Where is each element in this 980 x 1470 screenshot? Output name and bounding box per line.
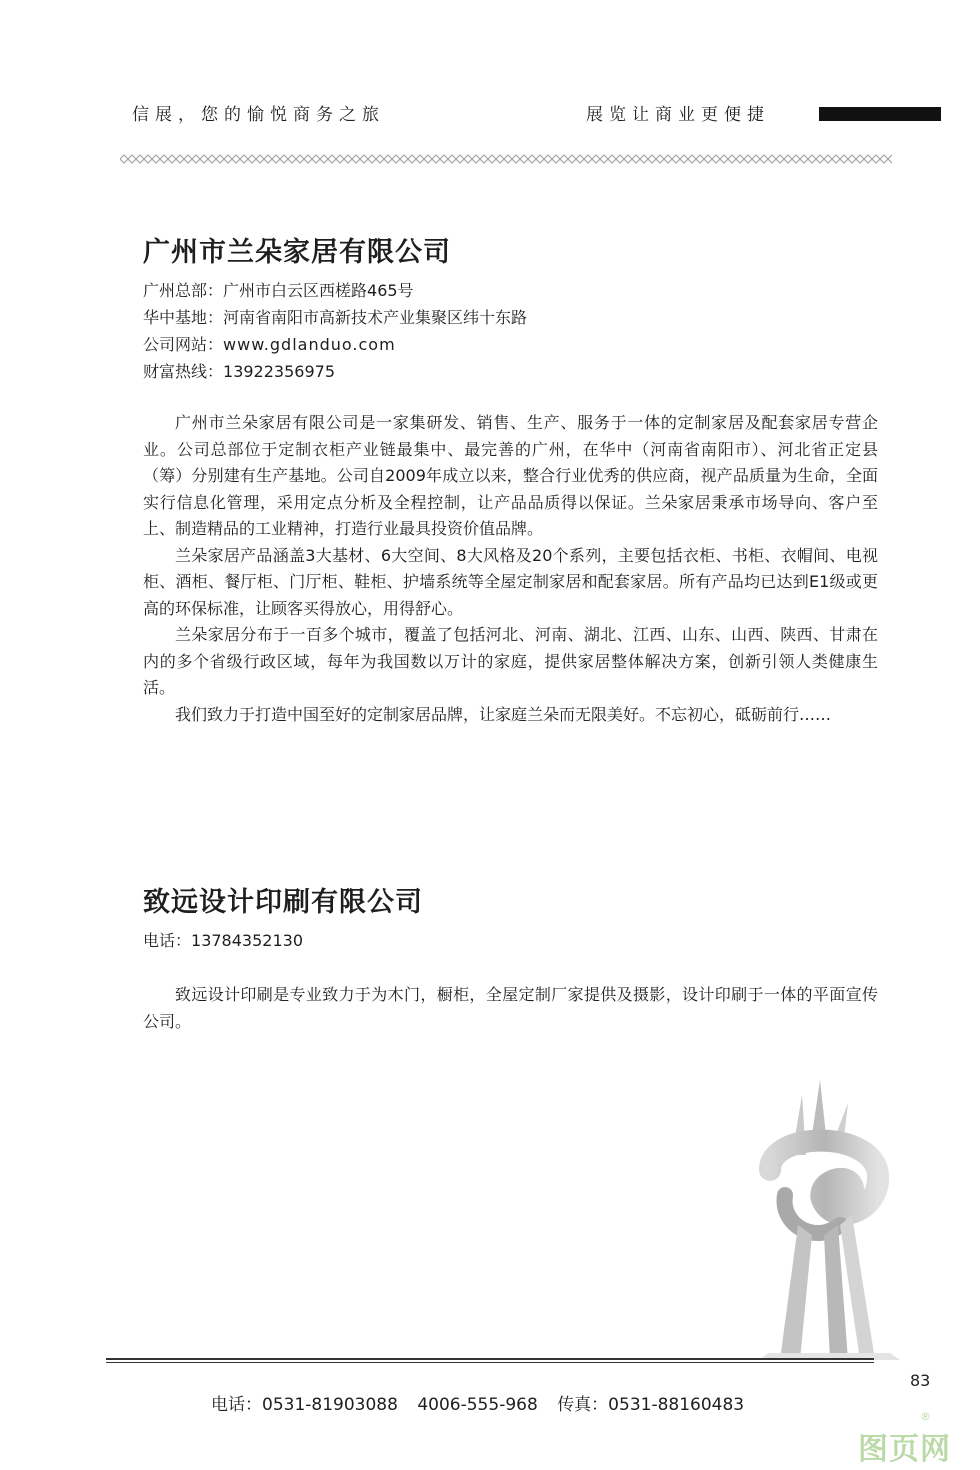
website-link[interactable]: www.gdlanduo.com bbox=[223, 335, 396, 354]
info-value: 13922356975 bbox=[223, 362, 335, 381]
info-label: 财富热线： bbox=[143, 362, 224, 381]
info-value: 河南省南阳市高新技术产业集聚区纬十东路 bbox=[223, 308, 528, 327]
info-value: 13784352130 bbox=[191, 931, 303, 950]
paragraph: 兰朵家居产品涵盖3大基材、6大空间、8大风格及20个系列，主要包括衣柜、书柜、衣帽间、电视柜、酒柜、餐厅柜、门厅柜、鞋柜、护墙系统等全屋定制家居和配套家居。所有产品均已达到E1级或更高的环保标准，让顾客买得放心，用得舒心。 bbox=[143, 545, 878, 618]
footer-phone: 电话：0531-81903088 bbox=[211, 1395, 398, 1415]
sculpture-graphic bbox=[740, 1075, 910, 1360]
info-label: 华中基地： bbox=[143, 308, 224, 327]
paragraph: 我们致力于打造中国至好的定制家居品牌，让家庭兰朵而无限美好。不忘初心，砥砺前行…… bbox=[175, 704, 832, 724]
footer-rule bbox=[106, 1358, 874, 1360]
info-label: 公司网站： bbox=[143, 335, 224, 354]
footer-contact bbox=[211, 1390, 758, 1415]
company2-phone bbox=[143, 928, 303, 951]
footer-fax: 传真：0531-88160483 bbox=[557, 1395, 745, 1415]
company1-address-base bbox=[143, 305, 527, 328]
company1-title: 广州市兰朵家居有限公司 bbox=[143, 237, 451, 268]
header-black-bar bbox=[819, 107, 941, 121]
company1-website bbox=[143, 332, 396, 355]
header-left-slogan: 信展，您的愉悦商务之旅 bbox=[132, 105, 385, 125]
company1-hotline bbox=[143, 359, 335, 382]
header-divider bbox=[120, 154, 892, 164]
company1-address-hq bbox=[143, 278, 414, 301]
info-value: 广州市白云区西槎路465号 bbox=[223, 281, 414, 300]
paragraph: 致远设计印刷是专业致力于为木门，橱柜，全屋定制厂家提供及摄影，设计印刷于一体的平面宣传公司。 bbox=[143, 985, 878, 1031]
info-label: 广州总部： bbox=[143, 281, 224, 300]
company2-description bbox=[143, 982, 878, 1035]
company1-description bbox=[143, 410, 878, 728]
paragraph: 兰朵家居分布于一百多个城市，覆盖了包括河北、河南、湖北、江西、山东、山西、陕西、甘肃在内的多个省级行政区域，每年为我国数以万计的家庭，提供家居整体解决方案，创新引领人类健康生活。 bbox=[143, 625, 878, 697]
paragraph: 广州市兰朵家居有限公司是一家集研发、销售、生产、服务于一体的定制家居及配套家居专营企业。公司总部位于定制衣柜产业链最集中、最完善的广州，在华中（河南省南阳市）、河北省正定县（筹）分别建有生产基地。公司自2009年成立以来，整合行业优秀的供应商，视产品质量为生命，全面实行信息化管理，采用定点分析及全程控制，让产品品质得以保证。兰朵家居秉承市场导向、客户至上、制造精品的工业精神，打造行业最具投资价值品牌。 bbox=[143, 413, 878, 538]
info-label: 电话： bbox=[143, 931, 192, 950]
footer-hotline: 4006-555-968 bbox=[417, 1395, 538, 1415]
registered-mark: ® bbox=[920, 1410, 931, 1423]
watermark-logo: 图页网 bbox=[858, 1432, 951, 1467]
header-right-slogan: 展览让商业更便捷 bbox=[586, 105, 770, 125]
page-number: 83 bbox=[910, 1371, 931, 1390]
company2-title: 致远设计印刷有限公司 bbox=[143, 887, 423, 918]
footer-rule bbox=[106, 1362, 874, 1363]
